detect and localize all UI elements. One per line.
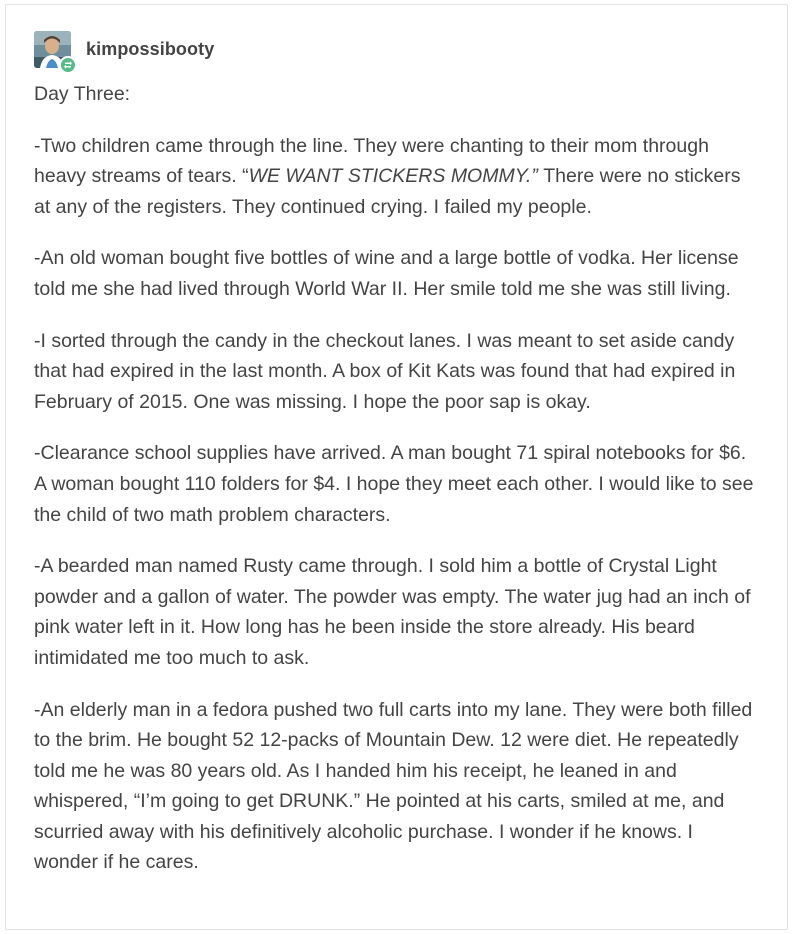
paragraph-text: There were no stickers at any of the registers. They continued crying. I failed my people. <box>34 165 741 218</box>
post-paragraph: -A bearded man named Rusty came through. I sold him a bottle of Crystal Light powder and a gallon of water. The powder was empty. The water jug had an inch of pink water left in it. How long has he been inside the store already. His beard intimidated me too much to ask. <box>34 555 751 669</box>
italic-quote: WE WANT STICKERS MOMMY.” <box>248 165 544 188</box>
post-paragraph: -Clearance school supplies have arrived. A man bought 71 spiral notebooks for $6. A woman bought 110 folders for $4. I hope they meet each other. I would like to see the child of two math problem characters. <box>34 442 754 526</box>
post-header <box>34 27 214 71</box>
post-card <box>5 4 788 930</box>
post-paragraph <box>34 131 756 223</box>
paragraph-text: -Two children came through the line. They were chanting to their mom through heavy streams of tears. “ <box>34 134 709 188</box>
reblog-icon <box>59 56 77 74</box>
post-paragraph: -An elderly man in a fedora pushed two full carts into my lane. They were both filled to the brim. He bought 52 12-packs of Mountain Dew. 12 were diet. He repeatedly told me he was 80 years old. As I handed him his receipt, he leaned in and whispered, “I’m going to get DRUNK.” He pointed at his carts, smiled at me, and scurried away with his definitively alcoholic purchase. I wonder if he knows. I wonder if he cares. <box>34 698 753 874</box>
post-paragraph: -I sorted through the candy in the checkout lanes. I was meant to set aside candy that had expired in the last month. A box of Kit Kats was found that had expired in February of 2015. One was missing. I hope the poor sap is okay. <box>34 329 736 413</box>
username-link[interactable]: kimpossibooty <box>86 39 215 59</box>
post-paragraph: -An old woman bought five bottles of wine and a large bottle of vodka. Her license told me she had lived through World War II. Her smile told me she was still living. <box>34 247 739 300</box>
post-body <box>34 79 756 899</box>
day-heading: Day Three: <box>34 83 131 105</box>
avatar[interactable] <box>34 31 71 68</box>
